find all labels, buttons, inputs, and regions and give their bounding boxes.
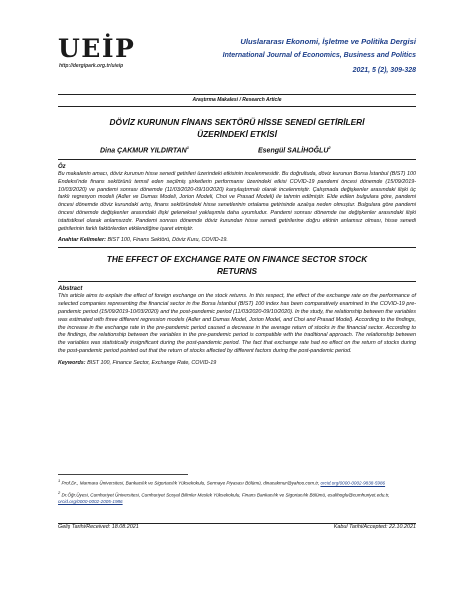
author-2-mark: 2 xyxy=(328,145,331,150)
received-date: Geliş Tarihi/Received: 18.08.2021 xyxy=(58,524,139,530)
abstract-tr-heading: Öz xyxy=(58,164,66,170)
divider-middle xyxy=(58,247,416,248)
journal-logo: UEİP xyxy=(58,34,136,63)
footnote-2-text: Dr.Öğr.Üyesi, Cumhuriyet Üniversitesi, Cumhuriyet Sosyal Bilimler Meslek Yüksekokulu, Finans Bankacılık ve Sigortacılık Bölümü, esalihoglu@cumhuriyet.edu.tr, xyxy=(61,492,390,498)
footnote-1 xyxy=(58,478,416,487)
title-turkish xyxy=(58,116,416,140)
journal-issue: 2021, 5 (2), 309-328 xyxy=(352,67,416,74)
journal-url[interactable]: http://dergipark.org.tr/uieip xyxy=(59,63,124,69)
abstract-en-heading: Abstract xyxy=(58,286,83,293)
author-2 xyxy=(258,145,331,154)
title-en-line-1: THE EFFECT OF EXCHANGE RATE ON FINANCE SECTOR STOCK xyxy=(106,254,368,265)
footnote-2-orcid-link[interactable]: orcid.org/0000-0002-2005-1986 xyxy=(58,499,123,505)
paper-page xyxy=(58,34,416,367)
author-1 xyxy=(100,145,189,154)
title-en-line-2: RETURNS xyxy=(216,266,258,277)
keywords-en-values: BIST 100, Finance Sector, Exchange Rate, COVID-19 xyxy=(87,359,217,366)
author-1-mark: 1 xyxy=(186,145,189,150)
article-type-bar xyxy=(58,94,416,107)
keywords-tr-values: BIST 100, Finans Sektörü, Döviz Kuru, COVID-19. xyxy=(107,237,228,244)
journal-title-en: International Journal of Economics, Business and Politics xyxy=(222,52,416,59)
footnote-1-mark: 1 xyxy=(58,478,61,483)
keywords-tr-label: Anahtar Kelimeler: xyxy=(58,237,106,244)
journal-title-tr: Uluslararası Ekonomi, İşletme ve Politika Dergisi xyxy=(240,37,416,46)
footnote-2 xyxy=(58,490,416,506)
page-footer xyxy=(58,523,416,534)
title-english xyxy=(58,253,416,277)
footnote-2-mark: 2 xyxy=(58,490,61,496)
abstract-tr-text: Bu makalenin amacı, döviz kurunun hisse senedi getirileri üzerindeki etkisinin incelenmesidir. Bu doğrultuda, döviz kurunun Borsa İstanbul (BIST) 100 Endeksi'nde finans sektörünü temsil eden seçilmiş şirketlerin performansı üzerindeki etkisi COVID-19 pandemi öncesi dönemde (15/09/2019-10/03/2020) ve pandemi sonrası dönemde (11/03/2020-09/10/2020) karşılaştırmalı olarak incelenmiştir. Çalışmada değişkenler arasındaki ilişki üç farklı regresyon modeli (Adler ve Dumas Modeli, Jorion Modeli, Choi ve Prasad Modeli) ile tahmin edilmiştir. Elde edilen bulgulara göre, pandemi öncesi dönemde döviz kurundaki artış, finans sektöründeki hisse senetlerinin ortalama getirisinde azalışa neden olmuştur. Bulgulara göre pandemi öncesi dönemde değişkenler arasındaki ilişki geleneksel yaklaşımla daha uyumludur. Pandemi sonrası dönemde ise değişkenler arasındaki ilişki istatistiksel olarak anlamsızdır. Pandemi sonrası dönemde döviz kurundan hisse senedi getirilerine doğru etkinin anlamsız olması, hisse senedi getirilerinin farklı faktörlerden etkilendiğine işaret etmiştir. xyxy=(58,171,416,232)
footnote-1-text: Prof.Dr., Marmara Üniversitesi, Bankacılık ve Sigortacılık Yüksekokulu, Sermaye Piyasası Bölümü, dinacakmur@yahoo.com.tr, xyxy=(61,480,320,486)
author-2-name: Esengül SALİHOĞLU xyxy=(258,147,329,155)
author-list xyxy=(58,145,416,159)
footnotes xyxy=(58,474,416,506)
journal-header xyxy=(58,34,416,92)
article-type-label: Araştırma Makalesi / Research Article xyxy=(192,97,282,103)
abstract-english xyxy=(58,286,416,366)
keywords-en xyxy=(58,359,416,367)
divider-top xyxy=(58,159,416,160)
author-1-name: Dina ÇAKMUR YILDIRTAN xyxy=(100,147,187,155)
title-tr-line-1: DÖVİZ KURUNUN FİNANS SEKTÖRÜ HİSSE SENEDİ GETİRİLERİ xyxy=(109,117,365,127)
accepted-date: Kabul Tarihi/Accepted: 22.10.2021 xyxy=(333,524,416,530)
footnote-rule xyxy=(58,474,188,475)
abstract-turkish xyxy=(58,164,416,244)
title-tr-line-2: ÜZERİNDEKİ ETKİSİ xyxy=(197,129,277,139)
keywords-en-label: Keywords: xyxy=(58,359,86,366)
divider-english xyxy=(58,281,416,282)
abstract-en-text: This article aims to explain the effect of foreign exchange on the stock returns. In this respect, the effect of the exchange rate on the performance of selected companies representing the financial sector in the Borsa İstanbul (BIST) 100 index has been comparatively examined in the COVID-19 pre-pandemic period (15/09/2019-10/03/2020) and the post-pandemic period (11/03/2020-09/10/2020). In the study, the relationship between the variables was estimated with three different regression models (Adler and Dumas Model, Jorion Model, and Choi and Prasad Model). According to the findings, the increase in the exchange rate in the pre-pandemic period caused a decrease in the average return of stocks in the financial sector. According to the findings, the relationship between the variables in the pre-pandemic period is compatible with the traditional approach. The relationship between the variables was statistically insignificant during the post-pandemic period. The fact that exchange rate had no effect on the return of stocks during the post-pandemic period pointed out that the return of stocks affected by different factors during the post-pandemic period. xyxy=(58,293,416,354)
keywords-tr xyxy=(58,236,416,244)
footnote-1-orcid-link[interactable]: orcid.org/0000-0002-9838-5986 xyxy=(320,480,386,486)
article-dates xyxy=(58,524,416,534)
